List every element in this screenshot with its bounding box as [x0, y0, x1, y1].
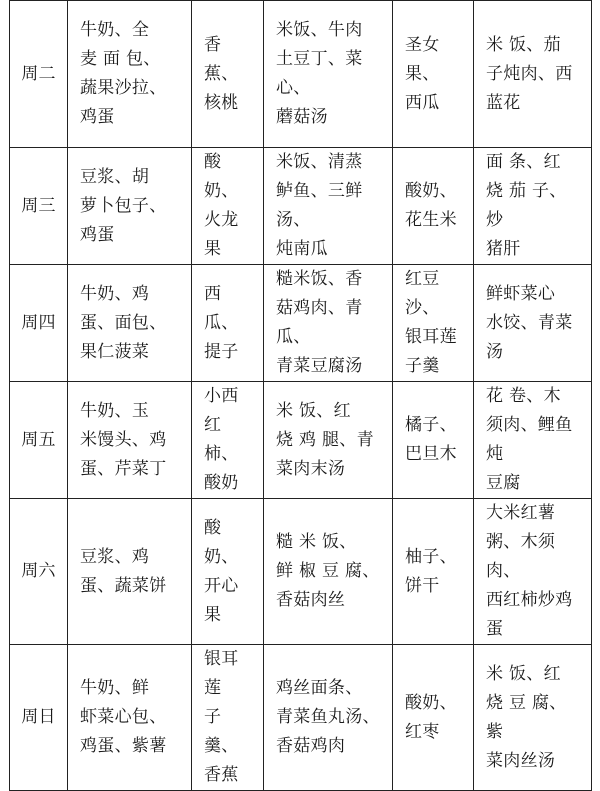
lunch-cell — [264, 499, 393, 645]
afternoon-snack-cell — [393, 148, 474, 265]
afternoon-snack-text: 酸奶、 红枣 — [405, 692, 457, 742]
day-cell: 周二 — [10, 1, 68, 148]
breakfast-cell — [68, 382, 192, 499]
morning-snack-cell — [192, 265, 264, 382]
afternoon-snack-cell — [393, 265, 474, 382]
breakfast-text: 牛奶、全 麦 面 包、 蔬果沙拉、 鸡蛋 — [80, 20, 167, 127]
lunch-text: 糙 米 饭、 鲜 椒 豆 腐、 香菇肉丝 — [276, 532, 380, 610]
morning-snack-cell — [192, 1, 264, 148]
dinner-text: 米 饭、红 烧 豆 腐、紫 菜肉丝汤 — [486, 663, 567, 771]
morning-snack-cell — [192, 645, 264, 791]
day-cell: 周六 — [10, 499, 68, 645]
afternoon-snack-text: 红豆沙、 银耳莲 子羹 — [405, 269, 457, 376]
afternoon-snack-text: 橘子、 巴旦木 — [405, 415, 457, 464]
lunch-text: 米饭、牛肉 土豆丁、菜心、 蘑菇汤 — [276, 20, 363, 127]
lunch-text: 米饭、清蒸 鲈鱼、三鲜汤、 炖南瓜 — [276, 152, 363, 259]
breakfast-text: 牛奶、鲜 虾菜心包、 鸡蛋、紫薯 — [80, 678, 167, 756]
afternoon-snack-cell — [393, 382, 474, 499]
afternoon-snack-text: 圣女果、 西瓜 — [405, 34, 440, 113]
breakfast-text: 豆浆、胡 萝卜包子、 鸡蛋 — [80, 166, 167, 245]
lunch-cell — [264, 382, 393, 499]
afternoon-snack-cell — [393, 499, 474, 645]
dinner-text: 面 条、红 烧 茄 子、炒 猪肝 — [486, 152, 567, 259]
dinner-text: 鲜虾菜心 水饺、青菜汤 — [486, 283, 573, 362]
lunch-cell — [264, 1, 393, 148]
lunch-text: 米 饭、红 烧 鸡 腿、青 菜肉末汤 — [276, 400, 374, 479]
breakfast-text: 牛奶、玉 米馒头、鸡 蛋、芹菜丁 — [80, 400, 167, 479]
day-cell: 周日 — [10, 645, 68, 791]
table-row — [10, 645, 592, 791]
dinner-text: 花 卷、木 须肉、鲤鱼炖 豆腐 — [486, 386, 573, 493]
breakfast-cell — [68, 1, 192, 148]
morning-snack-cell — [192, 499, 264, 645]
dinner-cell — [474, 645, 592, 791]
day-cell: 周三 — [10, 148, 68, 265]
table-row — [10, 148, 592, 265]
table-row — [10, 1, 592, 148]
afternoon-snack-text: 柚子、 饼干 — [405, 546, 457, 596]
table-row — [10, 265, 592, 382]
breakfast-cell — [68, 645, 192, 791]
day-cell: 周四 — [10, 265, 68, 382]
morning-snack-text: 西瓜、 提子 — [204, 283, 239, 362]
lunch-text: 糙米饭、香 菇鸡肉、青瓜、 青菜豆腐汤 — [276, 269, 363, 376]
afternoon-snack-cell — [393, 1, 474, 148]
morning-snack-text: 小西 红柿、 酸奶 — [204, 386, 239, 493]
afternoon-snack-cell — [393, 645, 474, 791]
dinner-text: 米 饭、茄 子炖肉、西 蓝花 — [486, 34, 573, 113]
dinner-cell — [474, 382, 592, 499]
lunch-cell — [264, 148, 393, 265]
breakfast-cell — [68, 499, 192, 645]
morning-snack-text: 香蕉、 核桃 — [204, 34, 239, 113]
dinner-cell — [474, 1, 592, 148]
breakfast-cell — [68, 148, 192, 265]
meal-plan-table — [9, 0, 592, 791]
morning-snack-text: 酸奶、 开心果 — [204, 517, 239, 625]
dinner-cell — [474, 265, 592, 382]
dinner-cell — [474, 148, 592, 265]
lunch-cell — [264, 265, 393, 382]
dinner-text: 大米红薯 粥、木须肉、 西红柿炒鸡蛋 — [486, 503, 573, 639]
table-row — [10, 499, 592, 645]
morning-snack-cell — [192, 382, 264, 499]
morning-snack-cell — [192, 148, 264, 265]
morning-snack-text: 银耳莲 子羹、 香蕉 — [204, 649, 239, 785]
lunch-cell — [264, 645, 393, 791]
lunch-text: 鸡丝面条、 青菜鱼丸汤、 香菇鸡肉 — [276, 678, 380, 756]
day-cell: 周五 — [10, 382, 68, 499]
breakfast-text: 牛奶、鸡 蛋、面包、 果仁菠菜 — [80, 283, 167, 362]
table-row — [10, 382, 592, 499]
breakfast-cell — [68, 265, 192, 382]
afternoon-snack-text: 酸奶、 花生米 — [405, 181, 457, 230]
morning-snack-text: 酸奶、 火龙果 — [204, 152, 239, 259]
breakfast-text: 豆浆、鸡 蛋、蔬菜饼 — [80, 546, 167, 596]
dinner-cell — [474, 499, 592, 645]
